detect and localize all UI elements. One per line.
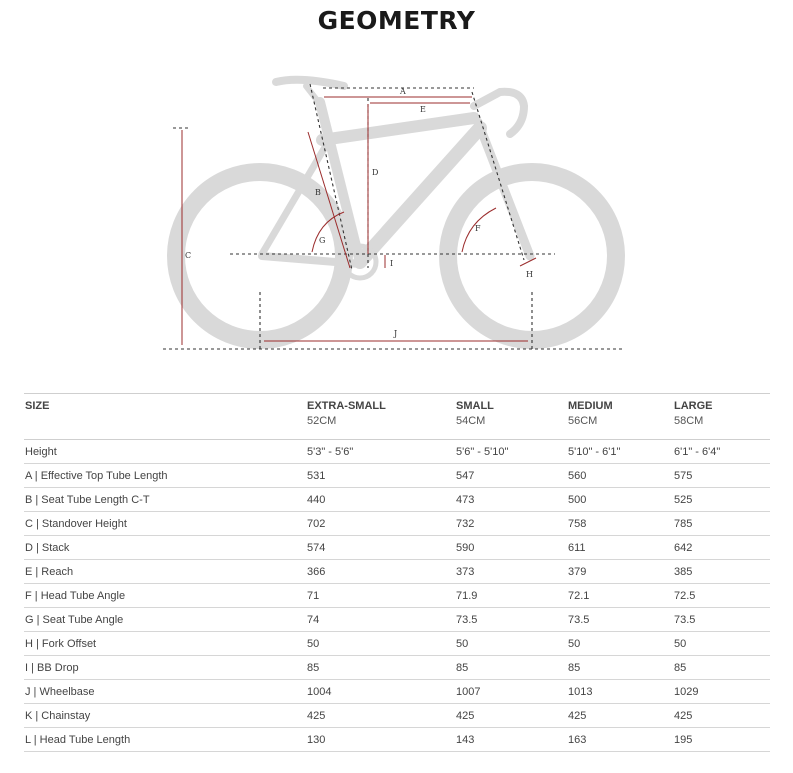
table-cell: 50 (306, 632, 455, 656)
letter-a: A (400, 87, 406, 96)
bike-geometry-diagram (0, 60, 793, 360)
table-cell: 5'6" - 5'10" (455, 440, 567, 464)
table-cell: 72.5 (673, 584, 770, 608)
row-label: Height (24, 440, 306, 464)
row-label: B | Seat Tube Length C-T (24, 488, 306, 512)
page-title: GEOMETRY (317, 6, 476, 35)
table-cell: 531 (306, 464, 455, 488)
letter-g: G (319, 236, 326, 245)
table-row (24, 704, 770, 728)
seat-tube-axis (310, 84, 352, 270)
table-cell: 85 (455, 656, 567, 680)
table-cell: 373 (455, 560, 567, 584)
table-cell: 425 (673, 704, 770, 728)
table-cell: 500 (567, 488, 673, 512)
table-cell: 1013 (567, 680, 673, 704)
row-label: G | Seat Tube Angle (24, 608, 306, 632)
table-row (24, 608, 770, 632)
row-label: E | Reach (24, 560, 306, 584)
table-cell: 425 (567, 704, 673, 728)
header-size: SIZE (24, 394, 306, 440)
table-cell: 85 (306, 656, 455, 680)
table-cell: 1029 (673, 680, 770, 704)
table-cell: 440 (306, 488, 455, 512)
table-cell: 5'3" - 5'6" (306, 440, 455, 464)
row-label: C | Standover Height (24, 512, 306, 536)
table-row (24, 488, 770, 512)
bike-silhouette (176, 80, 616, 340)
header-large: LARGE 58CM (673, 394, 770, 440)
table-cell: 5'10" - 6'1" (567, 440, 673, 464)
row-label: H | Fork Offset (24, 632, 306, 656)
row-label: I | BB Drop (24, 656, 306, 680)
table-cell: 85 (567, 656, 673, 680)
table-cell: 590 (455, 536, 567, 560)
table-row (24, 584, 770, 608)
top-tube (322, 118, 474, 140)
letter-i: I (390, 259, 394, 268)
header-medium: MEDIUM 56CM (567, 394, 673, 440)
table-cell: 758 (567, 512, 673, 536)
table-cell: 785 (673, 512, 770, 536)
table-cell: 1007 (455, 680, 567, 704)
table-cell: 195 (673, 728, 770, 752)
table-row (24, 728, 770, 752)
letter-d: D (372, 168, 379, 177)
table-cell: 574 (306, 536, 455, 560)
table-row (24, 560, 770, 584)
table-cell: 143 (455, 728, 567, 752)
row-label: J | Wheelbase (24, 680, 306, 704)
letter-j: J (394, 329, 398, 338)
table-row (24, 632, 770, 656)
table-cell: 50 (455, 632, 567, 656)
table-cell: 1004 (306, 680, 455, 704)
table-cell: 547 (455, 464, 567, 488)
table-cell: 525 (673, 488, 770, 512)
table-row (24, 512, 770, 536)
row-label: K | Chainstay (24, 704, 306, 728)
table-cell: 85 (673, 656, 770, 680)
table-cell: 130 (306, 728, 455, 752)
table-cell: 732 (455, 512, 567, 536)
table-cell: 642 (673, 536, 770, 560)
table-row (24, 656, 770, 680)
table-row (24, 680, 770, 704)
row-label: F | Head Tube Angle (24, 584, 306, 608)
letter-e: E (420, 105, 426, 114)
seat-post (306, 86, 320, 104)
letter-c: C (185, 251, 192, 260)
row-label: A | Effective Top Tube Length (24, 464, 306, 488)
row-label: D | Stack (24, 536, 306, 560)
table-cell: 71 (306, 584, 455, 608)
letter-h: H (526, 270, 533, 279)
table-cell: 71.9 (455, 584, 567, 608)
letter-f: F (475, 224, 481, 233)
table-cell: 473 (455, 488, 567, 512)
table-cell: 379 (567, 560, 673, 584)
table-cell: 73.5 (455, 608, 567, 632)
geometry-table (24, 393, 770, 752)
table-header-row (24, 394, 770, 440)
table-cell: 50 (567, 632, 673, 656)
table-cell: 575 (673, 464, 770, 488)
table-cell: 73.5 (673, 608, 770, 632)
table-body (24, 440, 770, 752)
table-cell: 560 (567, 464, 673, 488)
table-cell: 6'1" - 6'4" (673, 440, 770, 464)
table-cell: 702 (306, 512, 455, 536)
table-cell: 74 (306, 608, 455, 632)
row-label: L | Head Tube Length (24, 728, 306, 752)
table-cell: 73.5 (567, 608, 673, 632)
table-cell: 385 (673, 560, 770, 584)
table-cell: 72.1 (567, 584, 673, 608)
table-cell: 611 (567, 536, 673, 560)
table-row (24, 536, 770, 560)
table-row (24, 464, 770, 488)
header-small: SMALL 54CM (455, 394, 567, 440)
header-extra-small: EXTRA-SMALL 52CM (306, 394, 455, 440)
letter-b: B (315, 188, 321, 197)
table-cell: 425 (455, 704, 567, 728)
table-row (24, 440, 770, 464)
table-cell: 50 (673, 632, 770, 656)
table-cell: 366 (306, 560, 455, 584)
table-cell: 163 (567, 728, 673, 752)
table-cell: 425 (306, 704, 455, 728)
